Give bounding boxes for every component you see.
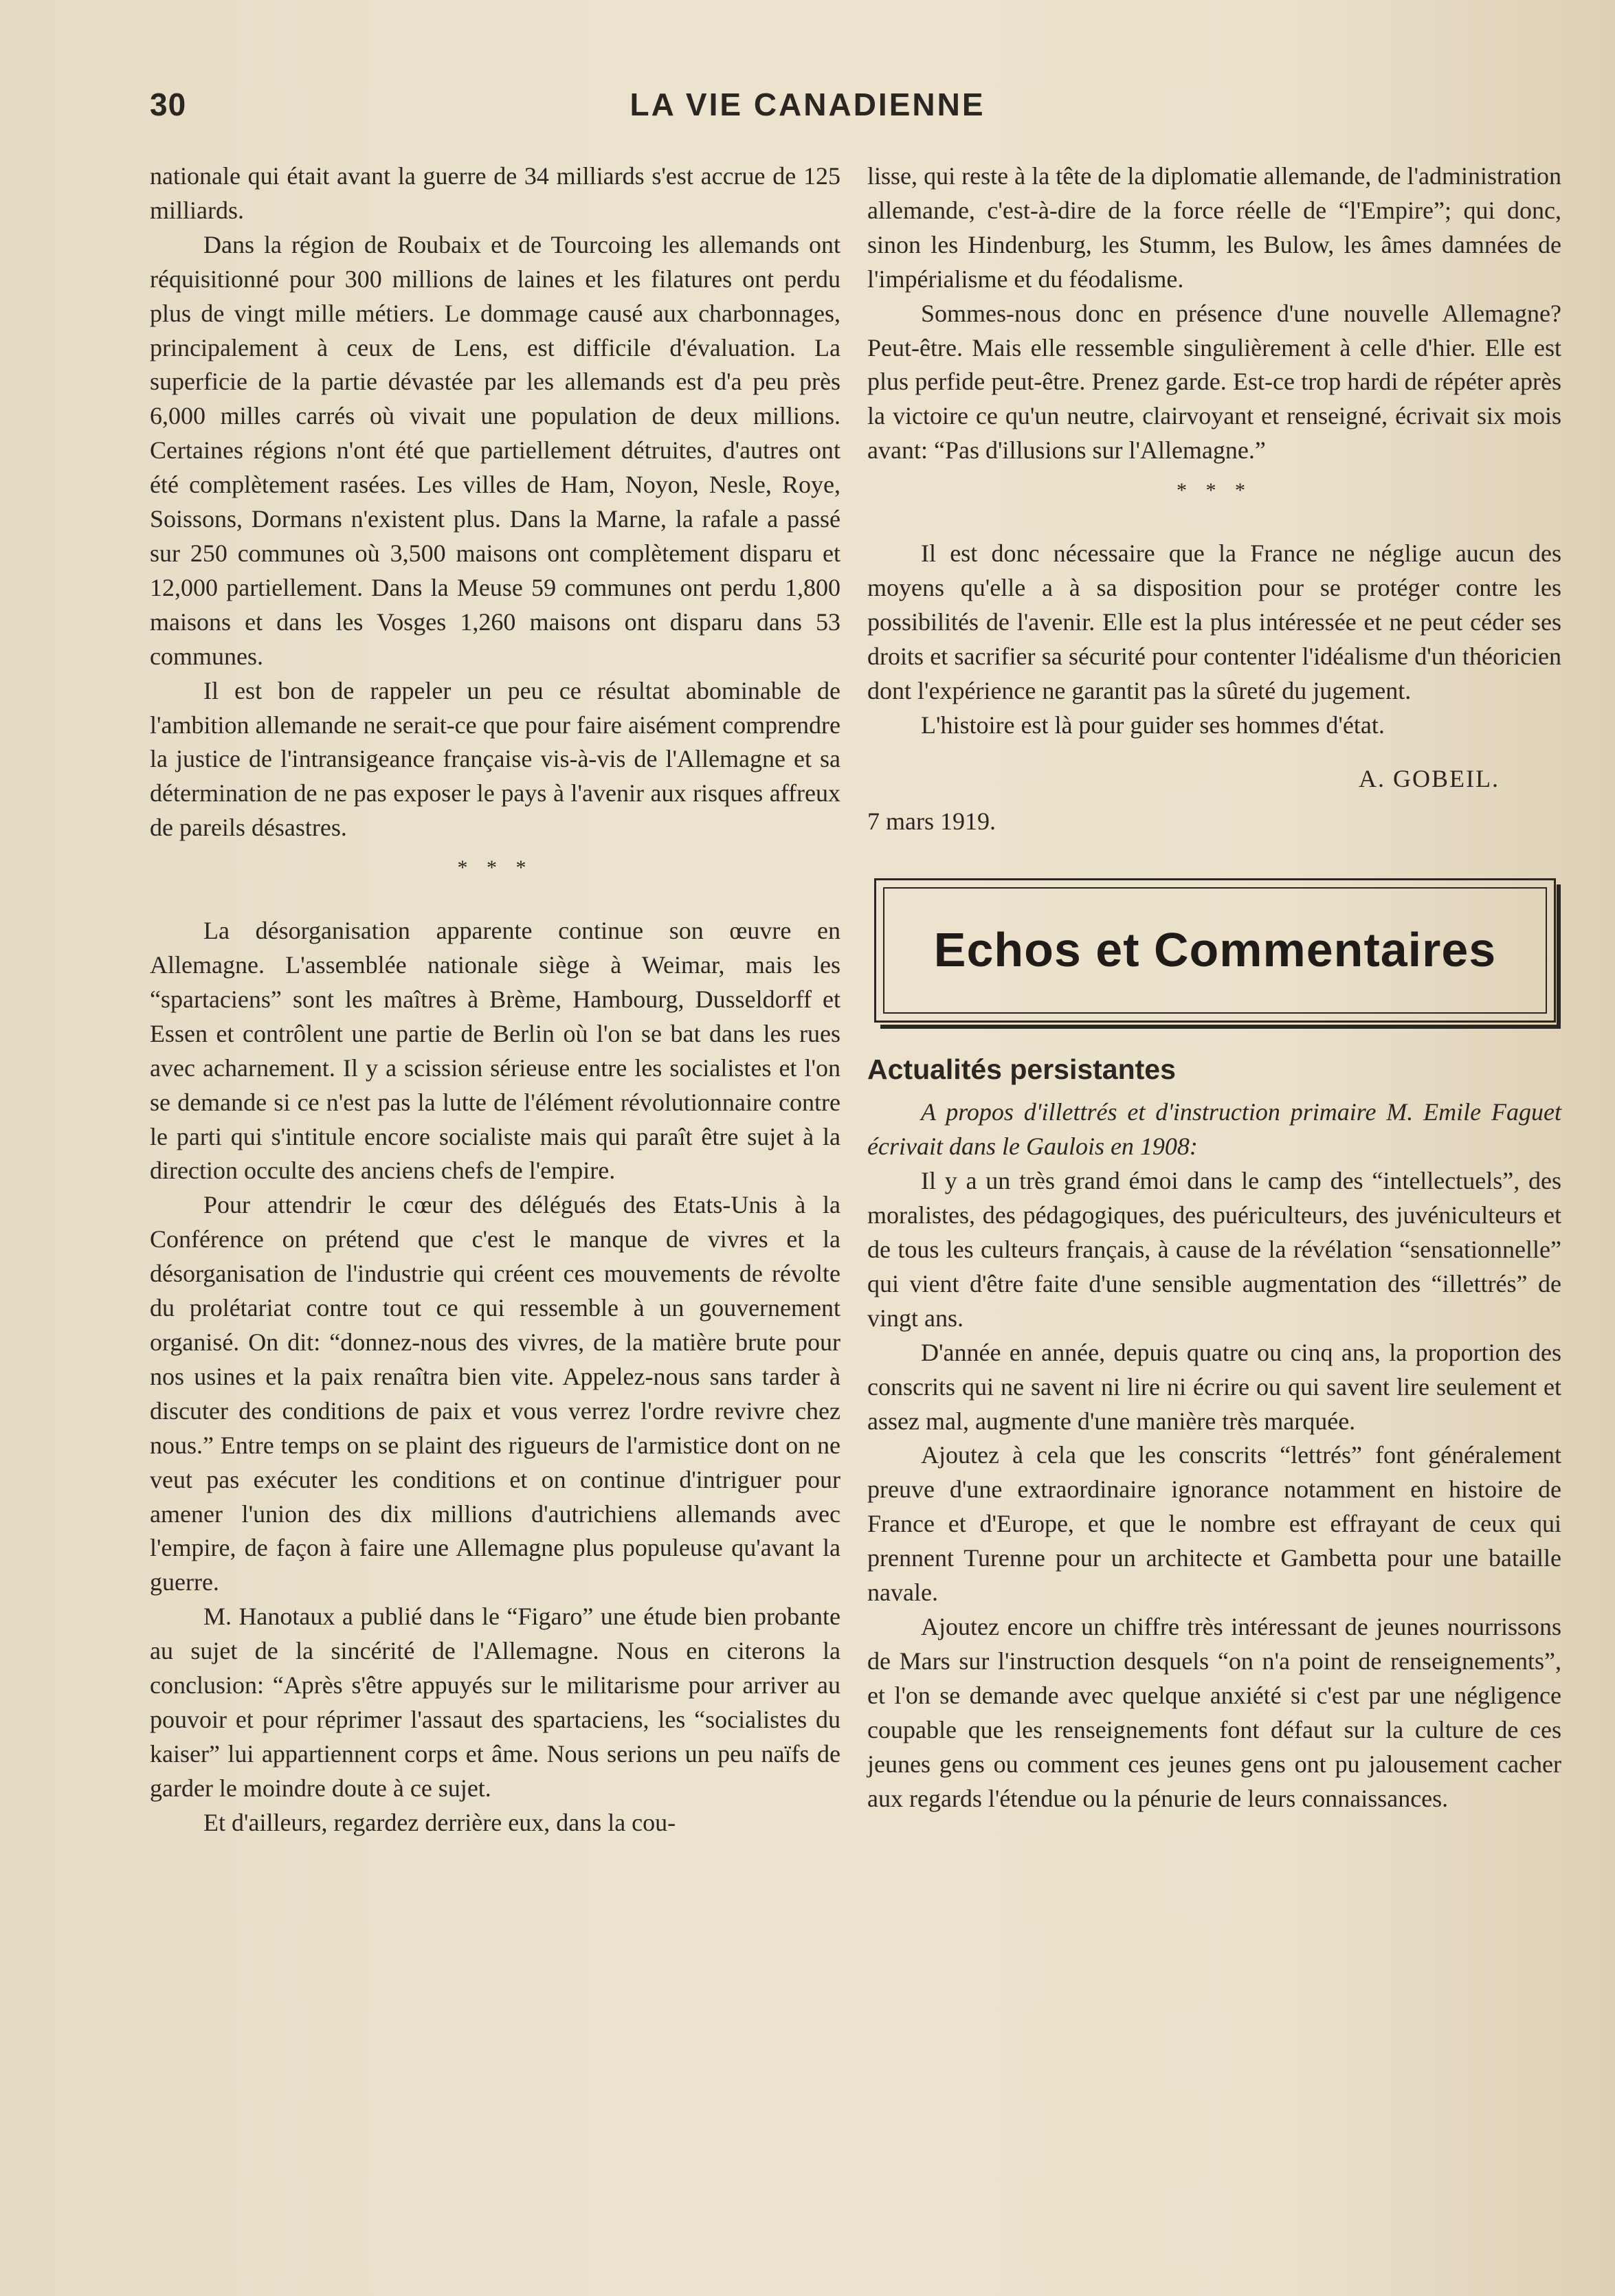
- box-shadow-bottom: [880, 1025, 1561, 1029]
- paragraph: La désorganisation apparente continue son œuvre en Allemagne. L'assemblée nationale siège à Weimar, mais les “spartaciens” sont les maîtres à Brème, Hambourg, Dusseldorff et Essen et contrôlent une partie de Berlin où l'on se bat dans les rues avec acharnement. Il y a scission sérieuse entre les socialistes et l'on se demande si ce n'est pas la lutte de l'élément révolutionnaire contre le parti qui s'intitule encore socialiste mais qui paraît être sujet à la direction occulte des anciens chefs de l'empire.: [150, 917, 840, 1185]
- paragraph: Il est donc nécessaire que la France ne néglige aucun des moyens qu'elle a à sa disposition pour se protéger contre les possibilités de l'avenir. Elle est la plus intéressée et ne peut céder ses droits et sacrifier sa sécurité pour contenter l'idéalisme d'un théoricien dont l'expérience ne garantit pas la sûreté du jugement.: [867, 539, 1561, 704]
- paragraph: D'année en année, depuis quatre ou cinq ans, la proportion des conscrits qui ne savent ni lire ni écrire ou qui savent lire seulement et assez mal, augmente d'une manière très marquée.: [867, 1338, 1561, 1435]
- paragraph: L'histoire est là pour guider ses hommes d'état.: [921, 711, 1385, 739]
- article-intro: A propos d'illettrés et d'instruction primaire M. Emile Faguet écrivait dans le Gaulois en 1908:: [867, 1098, 1561, 1161]
- article-date: 7 mars 1919.: [867, 807, 996, 835]
- right-column: [867, 159, 1561, 1816]
- section-heading-frame: [883, 887, 1547, 1014]
- section-separator: * * *: [457, 856, 533, 880]
- running-title: LA VIE CANADIENNE: [630, 87, 985, 122]
- paragraph: nationale qui était avant la guerre de 34 milliards s'est accrue de 125 milliards.: [150, 162, 840, 224]
- paragraph: Ajoutez à cela que les conscrits “lettrés” font généralement preuve d'une extraordinaire ignorance notamment en histoire de France et d'Europe, et que le nombre est effrayant de ceux qui prennent Turenne pour un architecte et Gambetta pour une bataille navale.: [867, 1441, 1561, 1607]
- author-signature: A. GOBEIL.: [1359, 764, 1500, 792]
- paragraph: Il est bon de rappeler un peu ce résultat abominable de l'ambition allemande ne serait-ce que pour faire aisément comprendre la justice de l'intransigeance française vis-à-vis de l'Allemagne et sa détermination de ne pas exposer le pays à l'avenir aux risques affreux de pareils désastres.: [150, 676, 840, 842]
- left-column: [150, 159, 840, 1840]
- paragraph: Il y a un très grand émoi dans le camp des “intellectuels”, des moralistes, des pédagogiques, des puériculteurs, des juvéniculteurs et de tous les culteurs français, à cause de la révélation “sensationnelle” qui vient d'être faite d'une sensible augmentation des “illettrés” de vingt ans.: [867, 1167, 1561, 1332]
- paragraph: Dans la région de Roubaix et de Tourcoing les allemands ont réquisitionné pour 300 millions de laines et les filatures ont perdu plus de vingt mille métiers. Le dommage causé aux charbonnages, principalement à ceux de Lens, est difficile d'évaluation. La superficie de la partie dévastée par les allemands est d'a peu près 6,000 milles carrés où vivait une population de deux millions. Certaines régions n'ont été que partiellement détruites, d'autres ont été complètement rasées. Les villes de Ham, Noyon, Nesle, Roye, Soissons, Dormans n'existent plus. Dans la Marne, la rafale a passé sur 250 communes où 3,500 maisons ont complètement disparu et 12,000 partiellement. Dans la Meuse 59 communes ont perdu 1,800 maisons et dans les Vosges 1,260 maisons ont disparu dans 53 communes.: [150, 230, 840, 670]
- section-title: Echos et Commentaires: [933, 923, 1497, 977]
- box-shadow-right: [1557, 884, 1561, 1029]
- section-heading-box: [874, 878, 1556, 1023]
- section-separator: * * *: [1177, 479, 1252, 502]
- paragraph: Ajoutez encore un chiffre très intéressant de jeunes nourrissons de Mars sur l'instruction desquels “on n'a point de renseignements”, et l'on se demande avec quelque anxiété si c'est par une négligence coupable que les renseignements font défaut sur la culture de ces jeunes gens ou comment ces jeunes gens ont pu jalousement cacher aux regards l'étendue ou la pénurie de leurs connaissances.: [867, 1613, 1561, 1812]
- page-number: 30: [150, 87, 187, 122]
- paragraph: lisse, qui reste à la tête de la diplomatie allemande, de l'administration allemande, c'est-à-dire de la force réelle de “l'Empire”; qui donc, sinon les Hindenburg, les Stumm, les Bulow, les âmes damnées de l'impérialisme et du féodalisme.: [867, 162, 1561, 293]
- paragraph: Pour attendrir le cœur des délégués des Etats-Unis à la Conférence on prétend que c'est le manque de vivres et la désorganisation de l'industrie qui créent ces mouvements de révolte du prolétariat contre tout ce qui ressemble à un gouvernement organisé. On dit: “donnez-nous des vivres, de la matière brute pour nos usines et la paix renaîtra bien vite. Appelez-nous sans tarder à discuter des conditions de paix et vous verrez l'ordre revivre chez nous.” Entre temps on se plaint des rigueurs de l'armistice dont on ne veut pas exécuter les conditions et on continue d'intriguer pour amener l'union des dix millions d'autrichiens allemands avec l'empire, de façon à faire une Allemagne plus populeuse qu'avant la guerre.: [150, 1191, 840, 1596]
- paragraph: Sommes-nous donc en présence d'une nouvelle Allemagne? Peut-être. Mais elle ressemble singulièrement à celle d'hier. Elle est plus perfide peut-être. Prenez garde. Est-ce trop hardi de répéter après la victoire ce qu'un neutre, clairvoyant et renseigné, écrivait six mois avant: “Pas d'illusions sur l'Allemagne.”: [867, 299, 1561, 465]
- paragraph: M. Hanotaux a publié dans le “Figaro” une étude bien probante au sujet de la sincérité de l'Allemagne. Nous en citerons la conclusion: “Après s'être appuyés sur le militarisme pour arriver au pouvoir et pour réprimer l'assaut des spartaciens, les “socialistes du kaiser” lui appartiennent corps et âme. Nous serions un peu naïfs de garder le moindre doute à ce sujet.: [150, 1603, 840, 1802]
- article-subheading: Actualités persistantes: [867, 1054, 1176, 1086]
- paragraph: Et d'ailleurs, regardez derrière eux, dans la cou-: [203, 1808, 676, 1836]
